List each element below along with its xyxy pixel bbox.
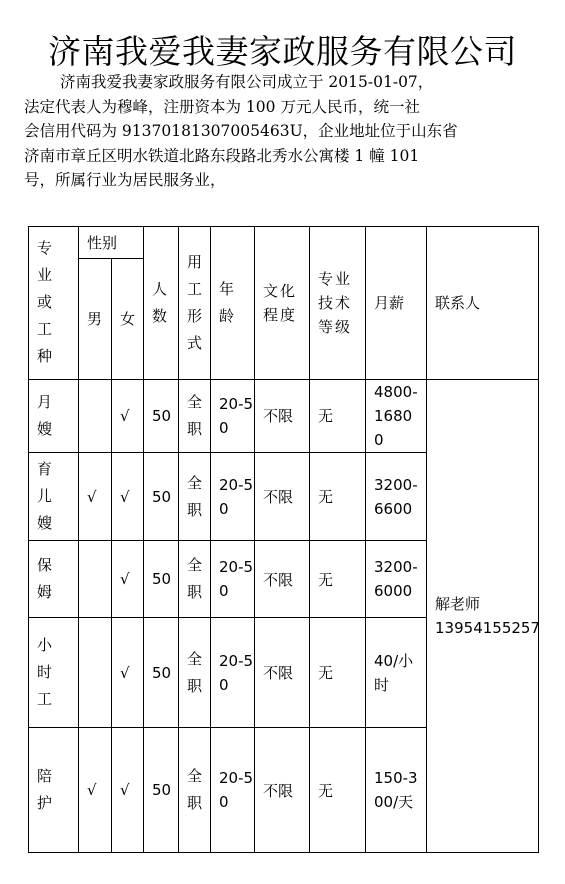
header-male-label: 男	[87, 310, 103, 329]
cell-job	[29, 728, 79, 853]
education-text: 不限	[263, 570, 294, 589]
education-text: 不限	[263, 488, 294, 507]
count-text: 50	[152, 781, 172, 800]
cell-job	[29, 453, 79, 541]
education-text: 不限	[263, 781, 294, 800]
company-intro	[24, 70, 558, 193]
female-mark: √	[120, 487, 130, 506]
cell-male	[79, 617, 112, 728]
cell-skill	[310, 728, 366, 853]
job-text: 陪护	[37, 767, 53, 813]
employment-text: 全职	[187, 649, 203, 695]
age-text: 20-50	[219, 394, 254, 437]
cell-education	[255, 617, 310, 728]
cell-male	[79, 453, 112, 541]
salary-text: 4800-16800	[374, 382, 418, 449]
header-male	[79, 259, 112, 380]
intro-line: 济南我爱我妻家政服务有限公司成立于 2015-01-07，	[60, 73, 434, 91]
cell-employment	[179, 541, 211, 617]
count-text: 50	[152, 487, 172, 506]
intro-line: 会信用代码为 91370181307005463U，企业地址位于山东省	[24, 122, 458, 140]
cell-education	[255, 728, 310, 853]
cell-salary	[366, 541, 427, 617]
document-title: 济南我爱我妻家政服务有限公司	[48, 32, 517, 71]
job-text: 保姆	[37, 556, 53, 602]
employment-text: 全职	[187, 392, 203, 438]
cell-age	[211, 541, 255, 617]
cell-job	[29, 541, 79, 617]
recruitment-table	[28, 226, 539, 853]
salary-text: 3200-6600	[374, 475, 418, 518]
age-text: 20-50	[219, 475, 254, 518]
table-row	[29, 379, 539, 452]
female-mark: √	[120, 406, 130, 425]
salary-text: 3200-6000	[374, 558, 418, 601]
age-text: 20-50	[219, 651, 254, 694]
header-contact-label: 联系人	[435, 294, 481, 313]
skill-text: 无	[318, 570, 334, 589]
header-job-label: 专业或工种	[37, 239, 53, 366]
header-age	[211, 227, 255, 380]
education-text: 不限	[263, 407, 294, 426]
header-employment-label: 用工形式	[187, 252, 203, 352]
cell-employment	[179, 453, 211, 541]
skill-text: 无	[318, 664, 334, 683]
header-skill	[310, 227, 366, 380]
header-salary	[366, 227, 427, 380]
employment-text: 全职	[187, 556, 203, 602]
job-text: 小时工	[37, 636, 53, 709]
header-count	[144, 227, 179, 380]
header-contact	[427, 227, 539, 380]
intro-line: 号，所属行业为居民服务业，	[24, 171, 226, 189]
cell-employment	[179, 728, 211, 853]
cell-education	[255, 453, 310, 541]
female-mark: √	[120, 663, 130, 682]
female-mark: √	[120, 781, 130, 800]
count-text: 50	[152, 406, 172, 425]
cell-male	[79, 541, 112, 617]
cell-male	[79, 728, 112, 853]
employment-text: 全职	[187, 473, 203, 519]
salary-text: 40/小时	[374, 651, 414, 694]
header-education	[255, 227, 310, 380]
header-employment	[179, 227, 211, 380]
job-text: 育儿嫂	[37, 460, 53, 533]
cell-education	[255, 541, 310, 617]
table-header-row	[29, 227, 539, 259]
header-age-label: 年龄	[219, 279, 235, 325]
age-text: 20-50	[219, 558, 254, 601]
cell-age	[211, 728, 255, 853]
cell-salary	[366, 617, 427, 728]
education-text: 不限	[263, 664, 294, 683]
header-education-label: 文化程度	[263, 281, 298, 324]
cell-employment	[179, 379, 211, 452]
count-text: 50	[152, 663, 172, 682]
age-text: 20-50	[219, 769, 254, 812]
header-skill-label: 专业技术等级	[318, 269, 353, 336]
male-mark: √	[87, 781, 97, 800]
cell-female	[112, 728, 144, 853]
cell-job	[29, 617, 79, 728]
cell-skill	[310, 453, 366, 541]
header-female-label: 女	[120, 310, 136, 329]
contact-phone: 13954155257	[435, 618, 540, 637]
cell-count	[144, 541, 179, 617]
cell-female	[112, 541, 144, 617]
cell-skill	[310, 541, 366, 617]
cell-female	[112, 379, 144, 452]
cell-contact	[427, 379, 539, 852]
header-job	[29, 227, 79, 380]
cell-employment	[179, 617, 211, 728]
count-text: 50	[152, 570, 172, 589]
cell-count	[144, 617, 179, 728]
skill-text: 无	[318, 407, 334, 426]
skill-text: 无	[318, 781, 334, 800]
cell-job	[29, 379, 79, 452]
cell-salary	[366, 453, 427, 541]
cell-count	[144, 453, 179, 541]
employment-text: 全职	[187, 767, 203, 813]
job-text: 月嫂	[37, 392, 53, 438]
header-gender-label: 性别	[87, 234, 118, 253]
cell-salary	[366, 379, 427, 452]
cell-salary	[366, 728, 427, 853]
cell-education	[255, 379, 310, 452]
header-female	[112, 259, 144, 380]
contact-name: 解老师	[435, 594, 481, 613]
intro-line: 法定代表人为穆峰，注册资本为 100 万元人民币，统一社	[24, 97, 420, 116]
female-mark: √	[120, 570, 130, 589]
intro-line: 济南市章丘区明水铁道北路东段路北秀水公寓楼 1 幢 101	[24, 146, 420, 165]
cell-age	[211, 453, 255, 541]
cell-female	[112, 453, 144, 541]
header-gender	[79, 227, 144, 259]
male-mark: √	[87, 487, 97, 506]
cell-female	[112, 617, 144, 728]
header-salary-label: 月薪	[374, 294, 405, 313]
cell-age	[211, 379, 255, 452]
cell-count	[144, 379, 179, 452]
header-count-label: 人数	[152, 279, 168, 325]
cell-age	[211, 617, 255, 728]
cell-skill	[310, 379, 366, 452]
cell-skill	[310, 617, 366, 728]
cell-male	[79, 379, 112, 452]
salary-text: 150-300/天	[374, 769, 418, 812]
skill-text: 无	[318, 488, 334, 507]
cell-count	[144, 728, 179, 853]
